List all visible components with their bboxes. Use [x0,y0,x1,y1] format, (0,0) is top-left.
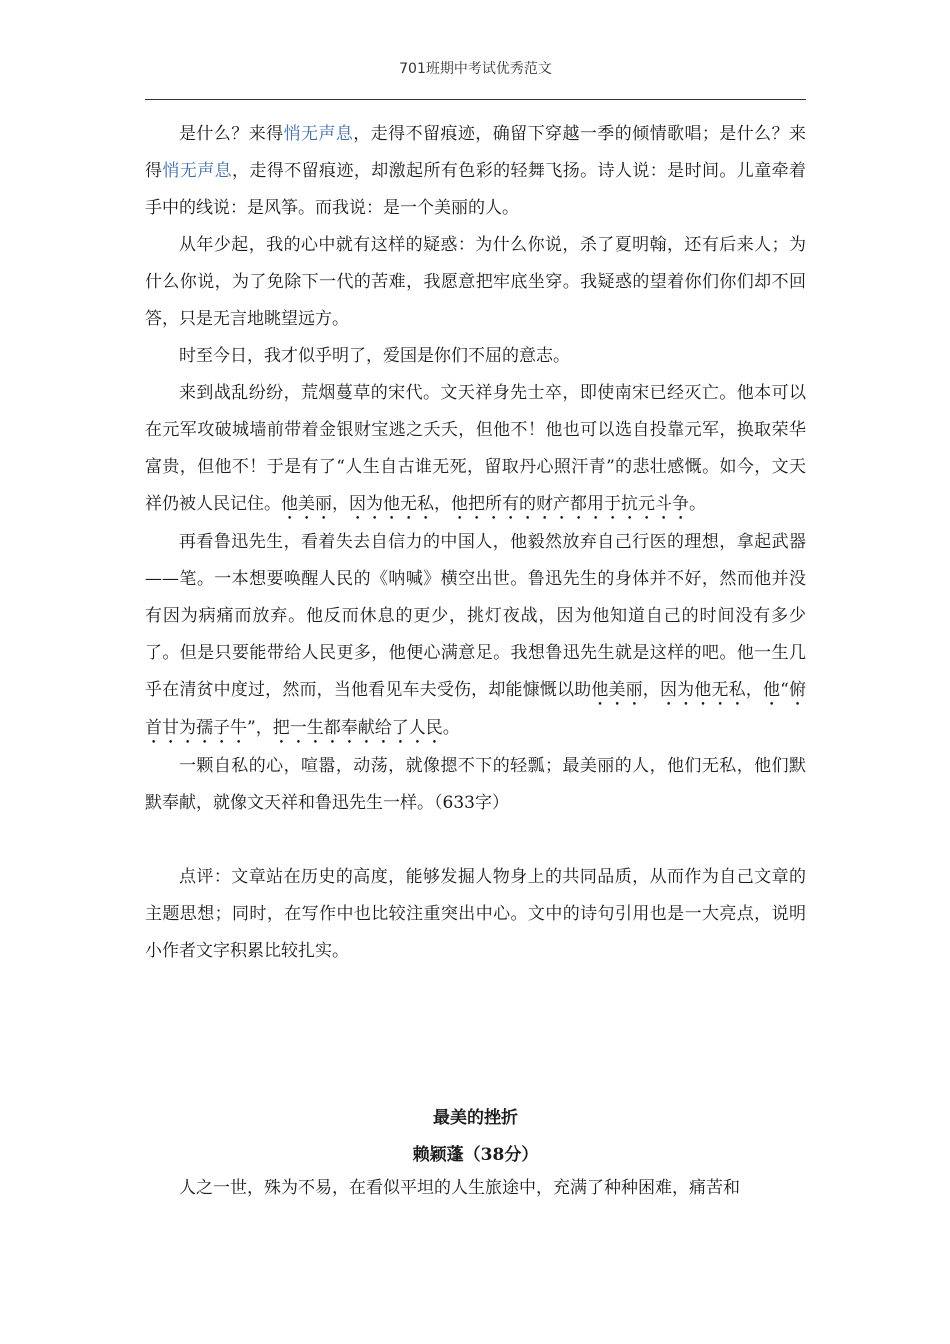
paragraph-1 [145,116,806,227]
comment-paragraph: 点评：文章站在历史的高度，能够发掘人物身上的共同品质，从而作为自己文章的主题思想；同时，在写作中也比较注重突出中心。文中的诗句引用也是一大亮点，说明小作者文字积累比较扎实。 [145,867,806,961]
paragraph-5 [145,524,806,748]
essay-body [145,116,806,970]
paragraph-1-link-2[interactable]: 悄无声息 [162,161,233,181]
essay-2-body [145,1170,806,1207]
paragraph-5-emphasis: 他美丽，因为他无私，他“俯首甘为孺子牛”，把一生都奉献给了人民。 [145,680,806,738]
essay-2-paragraph-1: 人之一世，殊为不易，在看似平坦的人生旅途中，充满了种种困难，痛苦和 [179,1178,740,1198]
page-header-title: 701班期中考试优秀范文 [399,61,552,77]
paragraph-1-link-1[interactable]: 悄无声息 [283,124,354,144]
paragraph-spacer [145,822,806,859]
paragraph-1-text-e: ，走得不留痕迹，却激起所有色彩的轻舞飞扬。诗人说：是时间。儿童牵着手中的线说：是风筝。而我说：是一个美丽的人。 [145,161,807,218]
paragraph-5-text: 再看鲁迅先生，看着失去自信力的中国人，他毅然放弃自己行医的理想，拿起武器——笔。一本想要唤醒人民的《呐喊》横空出世。鲁迅先生的身体并不好，然而他并没有因为病痛而放弃。他反而休息的更少，挑灯夜战，因为他知道自己的时间没有多少了。但是只要能带给人民更多，他便心满意足。我想鲁迅先生就是这样的吧。他一生几乎在清贫中度过，然而，当他看见车夫受伤，却能慷慨以助 [145,532,806,700]
paragraph-1-text-c: ，走得不留痕迹，确留下穿越一季的倾情歌唱；是什么？来得 [145,124,807,181]
paragraph-6: 一颗自私的心，喧嚣，动荡，就像摁不下的轻瓢；最美丽的人，他们无私，他们默默奉献，就像文天祥和鲁迅先生一样。（633字） [145,756,806,813]
header-divider [145,99,806,100]
essay-2-title: 最美的挫折 [433,1108,518,1128]
paragraph-4 [145,375,806,524]
paragraph-3: 时至今日，我才似乎明了，爱国是你们不屈的意志。 [179,346,570,366]
paragraph-4-text: 来到战乱纷纷，荒烟蔓草的宋代。文天祥身先士卒，即使南宋已经灭亡。他本可以在元军攻破城墙前带着金银财宝逃之夭夭，但他不！他也可以选自投靠元军，换取荣华富贵，但他不！于是有了“人生自古谁无死，留取丹心照汗青”的悲壮感慨。如今，文天祥仍被人民记住。 [145,383,806,514]
paragraph-4-emphasis: 他美丽，因为他无私，他把所有的财产都用于抗元斗争。 [281,494,706,514]
essay-2-author: 赖颖蓬（38分） [412,1145,539,1165]
essay-2-heading [145,1100,806,1174]
paragraph-1-text-a: 是什么？来得 [179,124,284,144]
paragraph-2: 从年少起，我的心中就有这样的疑惑：为什么你说，杀了夏明翰，还有后来人；为什么你说，为了免除下一代的苦难，我愿意把牢底坐穿。我疑惑的望着你们你们却不回答，只是无言地眺望远方。 [145,235,806,329]
